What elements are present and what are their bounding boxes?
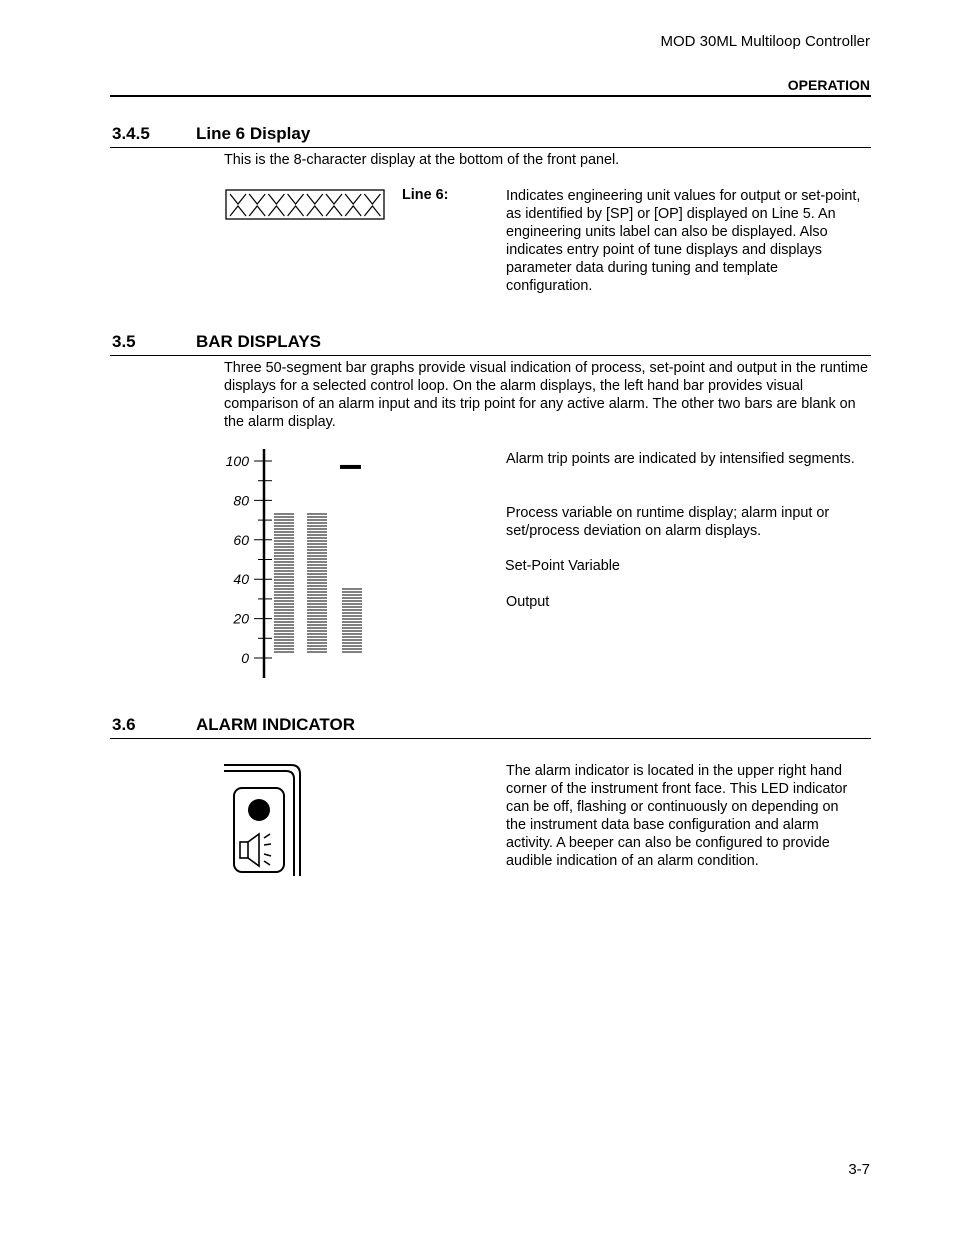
callout-output: Output [506,594,550,610]
scale-label: 100 [225,453,249,469]
bar-intro: Three 50-segment bar graphs provide visual indication of process, set-point and output in the runtime displays for a selected control loop. On the alarm displays, the left hand bar provides visual comparison of an alarm input and its trip point for any active alarm. The other two bars are blank on the alarm display. [224,360,868,430]
section-rule-alarm [110,738,871,739]
section-title-line6: Line 6 Display [196,124,311,143]
bar-output [342,589,362,652]
scale-label: 80 [233,492,249,509]
section-rule-bar [110,355,871,356]
scale-label: 0 [241,650,249,666]
scale-label: 20 [233,610,249,627]
alarm-indicator-graphic [220,762,310,882]
alarm-description: The alarm indicator is located in the upper right hand corner of the instrument front face. This LED indicator can be off, flashing or continuously on depending on the instrument data base configuration and alarm activity. A beeper can also be configured to provide audible indication of an alarm condition. [506,763,848,869]
page-number: 3-7 [848,1161,870,1178]
bar-process-variable [274,514,294,652]
section-number-line6: 3.4.5 [112,124,150,143]
section-number-alarm: 3.6 [112,715,136,734]
beeper-speaker-icon [240,834,271,866]
segment-character [230,194,246,216]
scale-label: 60 [233,531,249,548]
segment-character [307,194,323,216]
bar-set-point [307,514,327,652]
section-title-bar: BAR DISPLAYS [196,332,322,351]
line6-display-graphic [224,188,386,222]
line6-label: Line 6: [402,187,449,203]
document-title: MOD 30ML Multiloop Controller [660,33,870,50]
segment-character [249,194,265,216]
segment-character [268,194,284,216]
callout-alarm-trip: Alarm trip points are indicated by intensified segments. [506,451,855,467]
scale-label: 40 [233,571,249,588]
section-header: OPERATION [787,77,870,93]
alarm-led-icon [248,799,270,821]
section-number-bar: 3.5 [112,332,136,351]
line6-intro: This is the 8-character display at the bottom of the front panel. [224,152,620,168]
line6-description: Indicates engineering unit values for output or set-point, as identified by [SP] or [OP] displayed on Line 5. An engineering units label can also be displayed. Also indicates entry point of tune displays and displays parameter data during tuning and template configuration. [506,188,861,294]
header-rule [110,95,871,97]
callout-set-point: Set-Point Variable [505,558,620,574]
bar-graph-figure [218,445,368,685]
section-title-alarm: ALARM INDICATOR [196,715,355,734]
alarm-trip-point-marker [340,465,361,469]
segment-character [326,194,342,216]
segment-character [364,194,380,216]
callout-process-variable: Process variable on runtime display; alarm input or set/process deviation on alarm displays. [506,505,830,539]
segment-character [345,194,361,216]
section-rule-line6 [110,147,871,148]
segment-character [288,194,304,216]
